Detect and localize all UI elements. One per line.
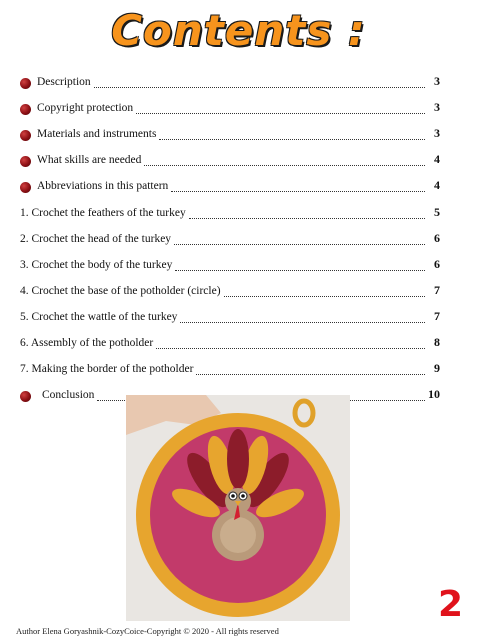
toc-entry-label: 7. Making the border of the potholder: [20, 363, 194, 375]
toc-entry[interactable]: [20, 283, 440, 301]
toc-entry-label: 6. Assembly of the potholder: [20, 337, 154, 349]
toc-entry-label: Description: [37, 76, 91, 88]
leader-dots: [171, 182, 425, 192]
toc-entry-label: Copyright protection: [37, 102, 134, 114]
toc-entry[interactable]: [20, 152, 440, 170]
toc-entry-label: 3. Crochet the body of the turkey: [20, 259, 173, 271]
bullet-icon: [20, 156, 31, 167]
leader-dots: [159, 130, 425, 140]
toc-entry-label: 5. Crochet the wattle of the turkey: [20, 311, 178, 323]
leader-dots: [196, 365, 425, 375]
bullet-icon: [20, 182, 31, 193]
leader-dots: [175, 261, 425, 271]
leader-dots: [94, 78, 425, 88]
leader-dots: [174, 235, 425, 245]
toc-entry-page: 6: [434, 231, 440, 245]
toc-entry-page: 7: [434, 283, 440, 297]
page-title: Contents :: [111, 6, 366, 55]
toc-entry-label: Conclusion: [42, 389, 95, 401]
toc-entry[interactable]: [20, 178, 440, 196]
toc-entry[interactable]: [20, 231, 440, 249]
footer-copyright: Author Elena Goryashnik-CozyCoice-Copyright © 2020 - All rights reserved: [16, 626, 279, 636]
toc-entry[interactable]: [20, 126, 440, 144]
bullet-icon: [20, 78, 31, 89]
toc-entry-page: 3: [434, 100, 440, 114]
leader-dots: [156, 339, 425, 349]
leader-dots: [136, 104, 425, 114]
page-number: 2: [437, 584, 463, 625]
toc-entry-label: 1. Crochet the feathers of the turkey: [20, 207, 186, 219]
toc-entry[interactable]: [20, 335, 440, 353]
toc-entry-page: 9: [434, 361, 440, 375]
toc-entry-page: 6: [434, 257, 440, 271]
leader-dots: [180, 313, 425, 323]
toc-entry[interactable]: [20, 100, 440, 118]
toc-entry-page: 4: [434, 152, 440, 166]
toc-entry[interactable]: [20, 205, 440, 223]
toc-entry-page: 3: [434, 126, 440, 140]
toc-entry-label: 2. Crochet the head of the turkey: [20, 233, 172, 245]
leader-dots: [224, 287, 425, 297]
toc-entry-label: Materials and instruments: [37, 128, 157, 140]
toc-entry[interactable]: [20, 361, 440, 379]
bullet-icon: [20, 391, 31, 402]
toc-entry[interactable]: [20, 74, 440, 92]
potholder-photo: [126, 395, 350, 621]
toc-entry-page: 3: [434, 74, 440, 88]
toc-entry-label: 4. Crochet the base of the potholder (circle): [20, 285, 221, 297]
toc-entry-page: 10: [428, 387, 440, 401]
leader-dots: [144, 156, 425, 166]
toc-entry-label: What skills are needed: [37, 154, 142, 166]
toc-entry-page: 8: [434, 335, 440, 349]
toc-entry-label: Abbreviations in this pattern: [37, 180, 169, 192]
bullet-icon: [20, 130, 31, 141]
bullet-icon: [20, 104, 31, 115]
toc-entry-page: 7: [434, 309, 440, 323]
toc-entry-page: 4: [434, 178, 440, 192]
toc-entry-page: 5: [434, 205, 440, 219]
toc-entry[interactable]: [20, 257, 440, 275]
leader-dots: [189, 209, 425, 219]
toc-entry[interactable]: [20, 309, 440, 327]
